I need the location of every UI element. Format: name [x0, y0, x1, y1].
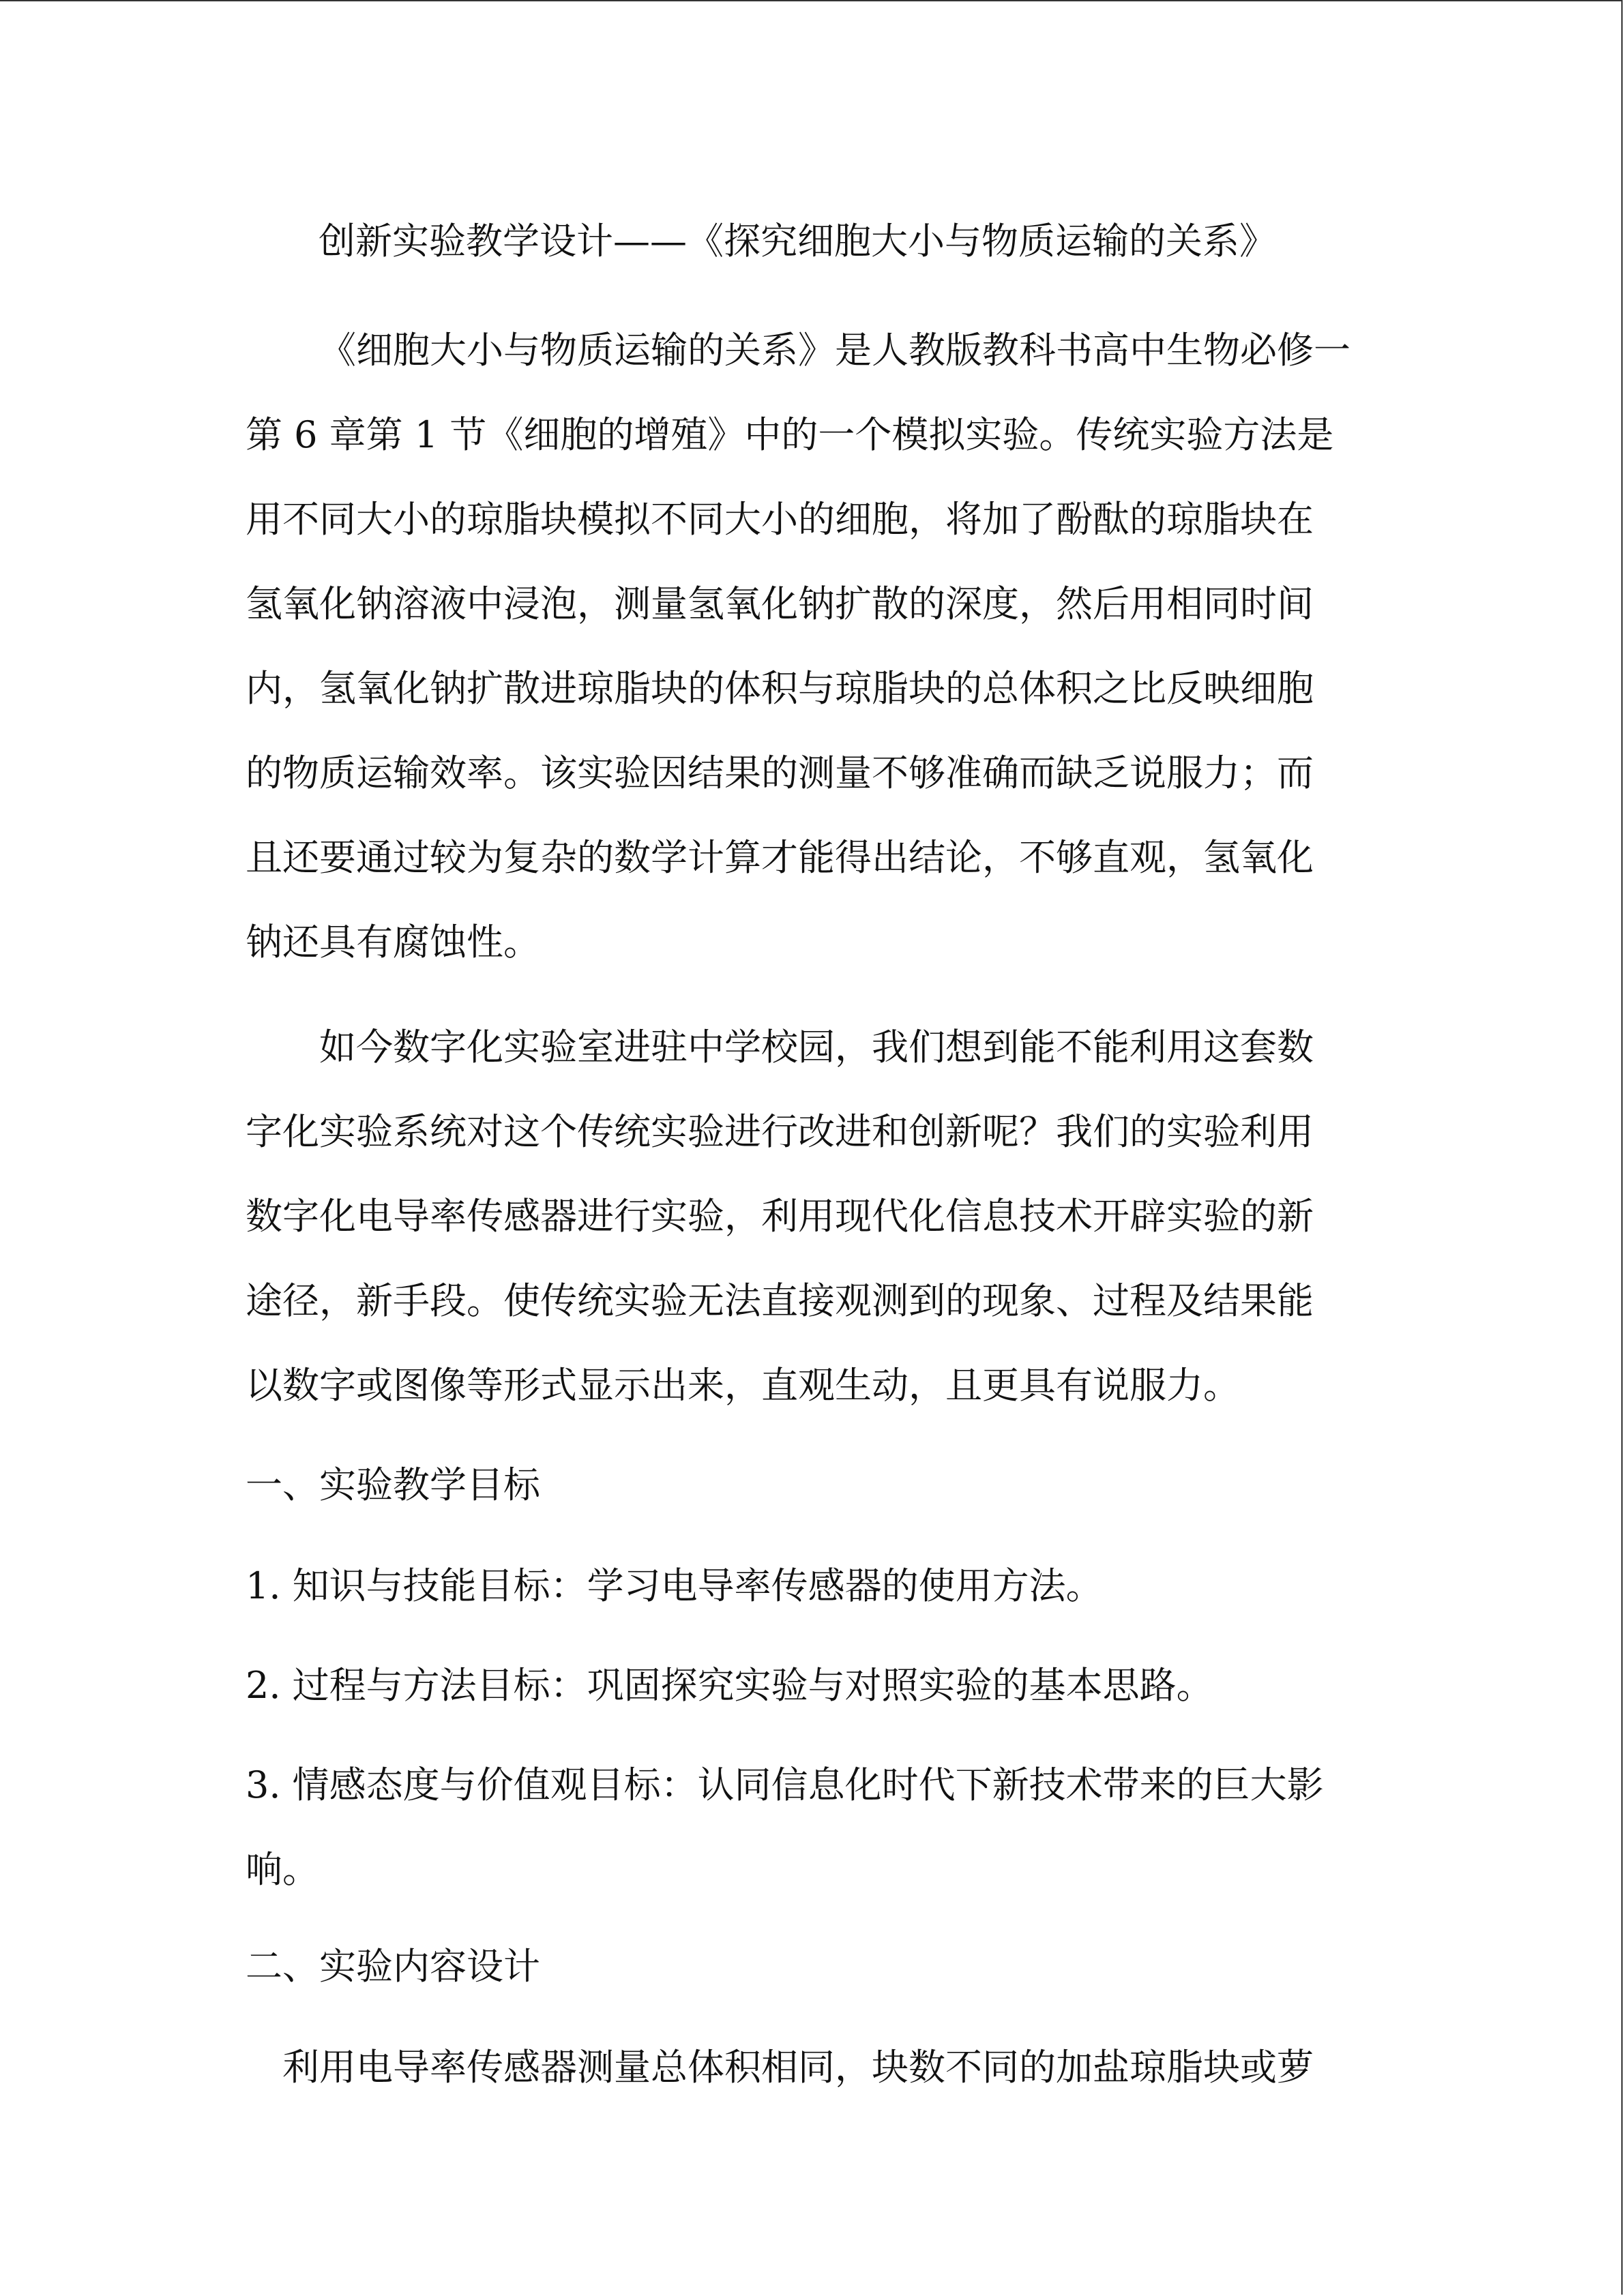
- section-heading: 一、实验教学目标: [246, 1463, 540, 1506]
- intro-paragraph: [246, 308, 1378, 985]
- document-title: [319, 199, 1451, 284]
- paragraph-line: 的物质运输效率。该实验因结果的测量不够准确而缺乏说服力；而: [246, 751, 1314, 794]
- title-line: 创新实验教学设计——《探究细胞大小与物质运输的关系》: [319, 220, 1276, 263]
- paragraph-line: 利用电导率传感器测量总体积相同，块数不同的加盐琼脂块或萝: [282, 2046, 1314, 2089]
- paragraph-line: 字化实验系统对这个传统实验进行改进和创新呢？我们的实验利用: [246, 1110, 1314, 1153]
- paragraph-line: 且还要通过较为复杂的数学计算才能得出结论，不够直观，氢氧化: [246, 836, 1314, 879]
- paragraph-line: 《细胞大小与物质运输的关系》是人教版教科书高中生物必修一: [319, 329, 1350, 372]
- goal-line: 2. 过程与方法目标：巩固探究实验与对照实验的基本思路。: [246, 1664, 1213, 1707]
- paragraph-line: 途径，新手段。使传统实验无法直接观测到的现象、过程及结果能: [246, 1279, 1314, 1322]
- goal-1: [246, 1544, 1378, 1628]
- goal-line: 3. 情感态度与价值观目标：认同信息化时代下新技术带来的巨大影: [246, 1763, 1324, 1806]
- goal-3: [246, 1743, 1378, 1912]
- digital-lab-paragraph: [246, 1005, 1378, 1428]
- paragraph-line: 第 6 章第 1 节《细胞的增殖》中的一个模拟实验。传统实验方法是: [246, 413, 1334, 456]
- goal-line: 响。: [246, 1848, 319, 1891]
- goal-line: 1. 知识与技能目标：学习电导率传感器的使用方法。: [246, 1564, 1103, 1607]
- paragraph-line: 数字化电导率传感器进行实验，利用现代化信息技术开辟实验的新: [246, 1195, 1314, 1238]
- section-two: [246, 1924, 1378, 2009]
- paragraph-line: 内，氢氧化钠扩散进琼脂块的体积与琼脂块的总体积之比反映细胞: [246, 667, 1314, 710]
- paragraph-line: 钠还具有腐蚀性。: [246, 921, 540, 964]
- goal-2: [246, 1643, 1378, 1728]
- section-one: [246, 1443, 1378, 1527]
- paragraph-line: 以数字或图像等形式显示出来，直观生动，且更具有说服力。: [246, 1364, 1240, 1407]
- paragraph-line: 如今数字化实验室进驻中学校园，我们想到能不能利用这套数: [319, 1026, 1314, 1069]
- section-heading: 二、实验内容设计: [246, 1945, 540, 1988]
- paragraph-line: 用不同大小的琼脂块模拟不同大小的细胞，将加了酚酞的琼脂块在: [246, 498, 1314, 541]
- paragraph-line: 氢氧化钠溶液中浸泡，测量氢氧化钠扩散的深度，然后用相同时间: [246, 582, 1314, 625]
- content-paragraph: [246, 2025, 1378, 2110]
